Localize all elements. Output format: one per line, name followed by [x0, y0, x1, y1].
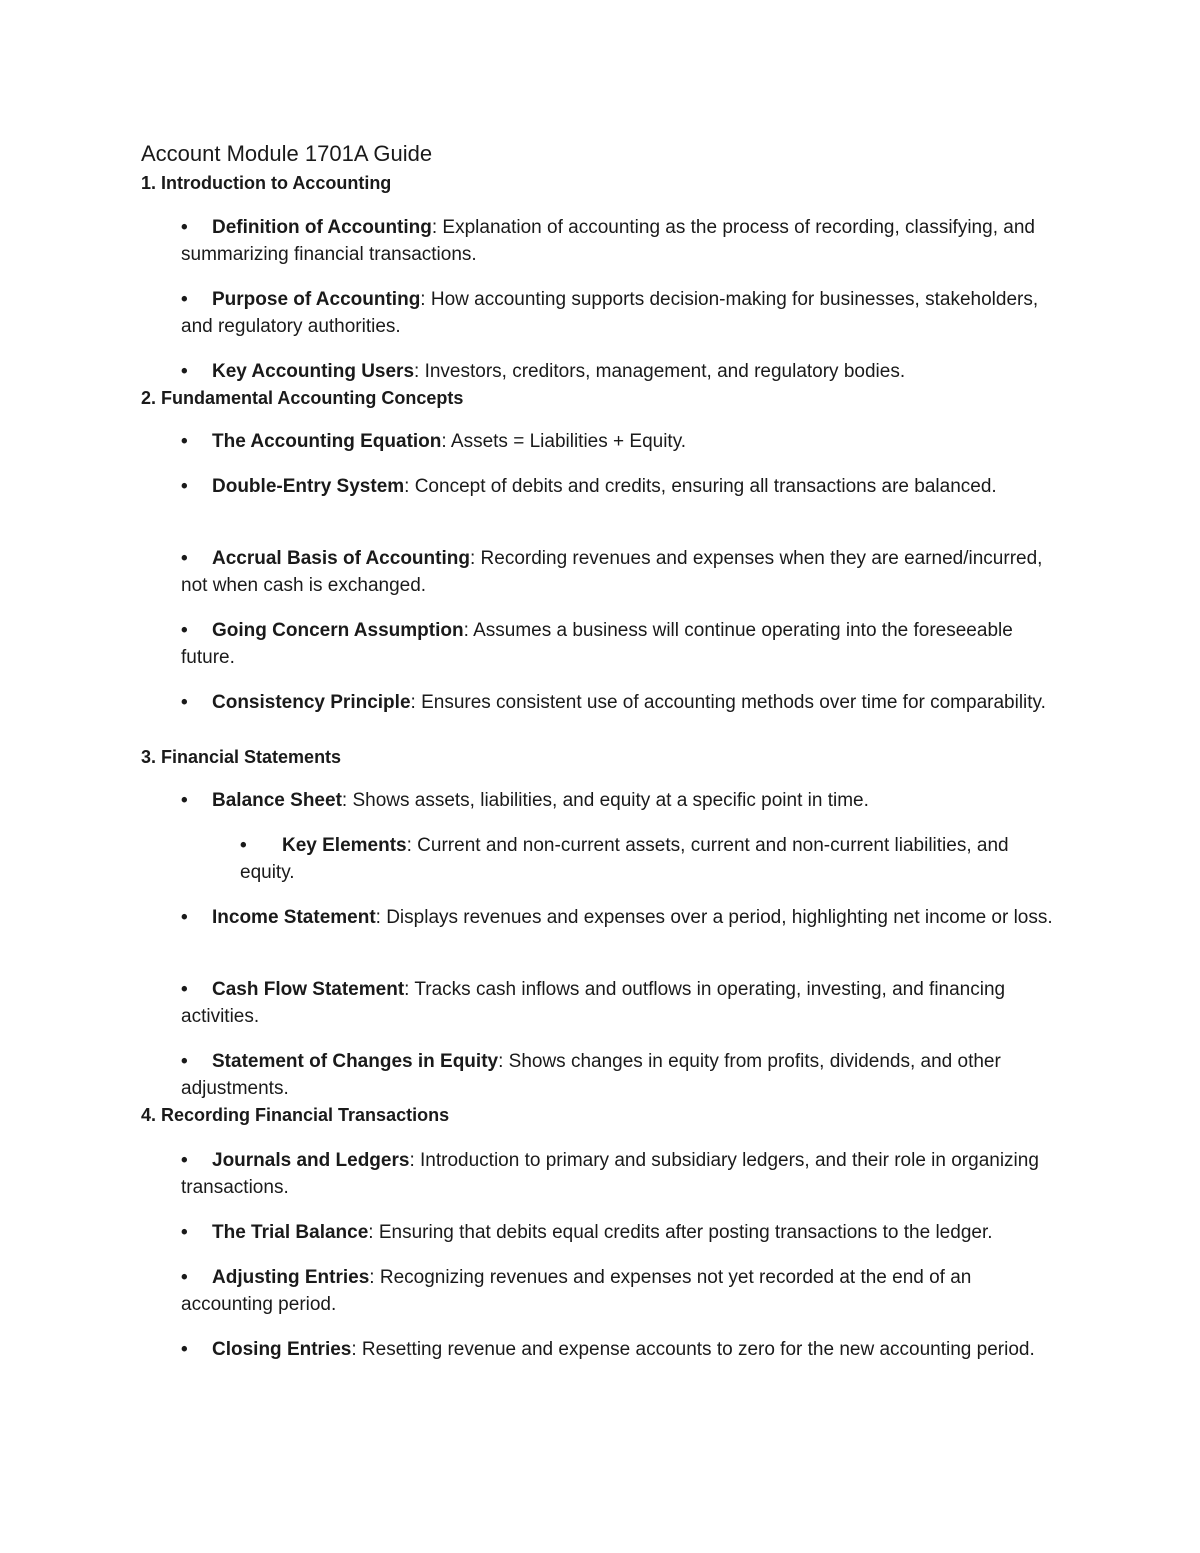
item-term: The Trial Balance [212, 1222, 369, 1243]
bullet: • [181, 1150, 188, 1171]
item-term: The Accounting Equation [212, 431, 442, 452]
item-text: : How accounting supports decision-making for businesses, stakeholders, and regulatory authorities. [181, 289, 1039, 337]
bullet: • [181, 790, 188, 811]
bullet: • [181, 1222, 188, 1243]
item-text: : Recognizing revenues and expenses not yet recorded at the end of an accounting period. [181, 1267, 972, 1315]
item-term: Income Statement [212, 907, 376, 928]
list-item-key-accounting-users [181, 358, 1061, 385]
item-text: : Ensuring that debits equal credits after posting transactions to the ledger. [368, 1222, 993, 1243]
item-text: : Introduction to primary and subsidiary ledgers, and their role in organizing transactions. [181, 1150, 1039, 1198]
item-term: Closing Entries [212, 1339, 352, 1360]
bullet: • [181, 907, 188, 928]
item-text: : Shows changes in equity from profits, dividends, and other adjustments. [181, 1051, 1001, 1099]
item-text: : Ensures consistent use of accounting methods over time for comparability. [410, 692, 1046, 713]
bullet: • [181, 1339, 188, 1360]
item-term: Key Accounting Users [212, 361, 415, 382]
item-term: Adjusting Entries [212, 1267, 370, 1288]
item-term: Double-Entry System [212, 476, 405, 497]
list-item-double-entry-system [181, 473, 1061, 500]
item-text: : Concept of debits and credits, ensuring all transactions are balanced. [404, 476, 997, 497]
section-heading-introduction: 1. Introduction to Accounting [141, 173, 392, 193]
item-term: Purpose of Accounting [212, 289, 421, 310]
bullet: • [181, 548, 188, 569]
bullet: • [181, 476, 188, 497]
item-term: Consistency Principle [212, 692, 411, 713]
list-item-definition-of-accounting [181, 214, 1061, 268]
item-term: Cash Flow Statement [212, 979, 405, 1000]
item-text: : Recording revenues and expenses when they are earned/incurred, not when cash is exchanged. [181, 548, 1043, 596]
list-item-going-concern [181, 617, 1061, 671]
list-item-adjusting-entries [181, 1264, 1061, 1318]
list-item-accrual-basis [181, 545, 1061, 599]
section-heading-fundamental-concepts: 2. Fundamental Accounting Concepts [141, 388, 464, 408]
bullet: • [181, 217, 188, 238]
list-item-closing-entries [181, 1336, 1061, 1363]
item-term: Balance Sheet [212, 790, 342, 811]
list-item-journals-and-ledgers [181, 1147, 1061, 1201]
item-text: : Displays revenues and expenses over a period, highlighting net income or loss. [375, 907, 1053, 928]
list-item-cash-flow-statement [181, 976, 1061, 1030]
list-item-trial-balance [181, 1219, 1061, 1246]
bullet: • [181, 1051, 188, 1072]
list-item-changes-in-equity [181, 1048, 1061, 1102]
bullet: • [240, 835, 247, 856]
item-term: Statement of Changes in Equity [212, 1051, 499, 1072]
document-title: Account Module 1701A Guide [141, 141, 433, 166]
list-item-consistency-principle [181, 689, 1061, 716]
section-heading-recording-transactions: 4. Recording Financial Transactions [141, 1105, 450, 1125]
item-term: Journals and Ledgers [212, 1150, 410, 1171]
list-item-key-elements [240, 832, 1060, 886]
item-term: Going Concern Assumption [212, 620, 464, 641]
item-text: : Resetting revenue and expense accounts to zero for the new accounting period. [351, 1339, 1035, 1360]
bullet: • [181, 289, 188, 310]
item-text: : Tracks cash inflows and outflows in operating, investing, and financing activities. [181, 979, 1006, 1027]
list-item-income-statement [181, 904, 1061, 931]
item-text: : Investors, creditors, management, and regulatory bodies. [414, 361, 906, 382]
item-term: Accrual Basis of Accounting [212, 548, 470, 569]
list-item-purpose-of-accounting [181, 286, 1061, 340]
item-text: : Explanation of accounting as the process of recording, classifying, and summarizing financial transactions. [181, 217, 1035, 265]
item-term: Definition of Accounting [212, 217, 432, 238]
item-text: : Shows assets, liabilities, and equity at a specific point in time. [341, 790, 869, 811]
bullet: • [181, 620, 188, 641]
bullet: • [181, 361, 188, 382]
item-text: : Assets = Liabilities + Equity. [441, 431, 687, 452]
list-item-balance-sheet [181, 787, 1061, 814]
list-item-accounting-equation [181, 428, 1061, 455]
bullet: • [181, 1267, 188, 1288]
item-term: Key Elements [282, 835, 407, 856]
section-heading-financial-statements: 3. Financial Statements [141, 747, 342, 767]
bullet: • [181, 431, 188, 452]
item-text: : Current and non-current assets, current and non-current liabilities, and equity. [240, 835, 1009, 883]
item-text: : Assumes a business will continue operating into the foreseeable future. [181, 620, 1013, 668]
bullet: • [181, 692, 188, 713]
bullet: • [181, 979, 188, 1000]
